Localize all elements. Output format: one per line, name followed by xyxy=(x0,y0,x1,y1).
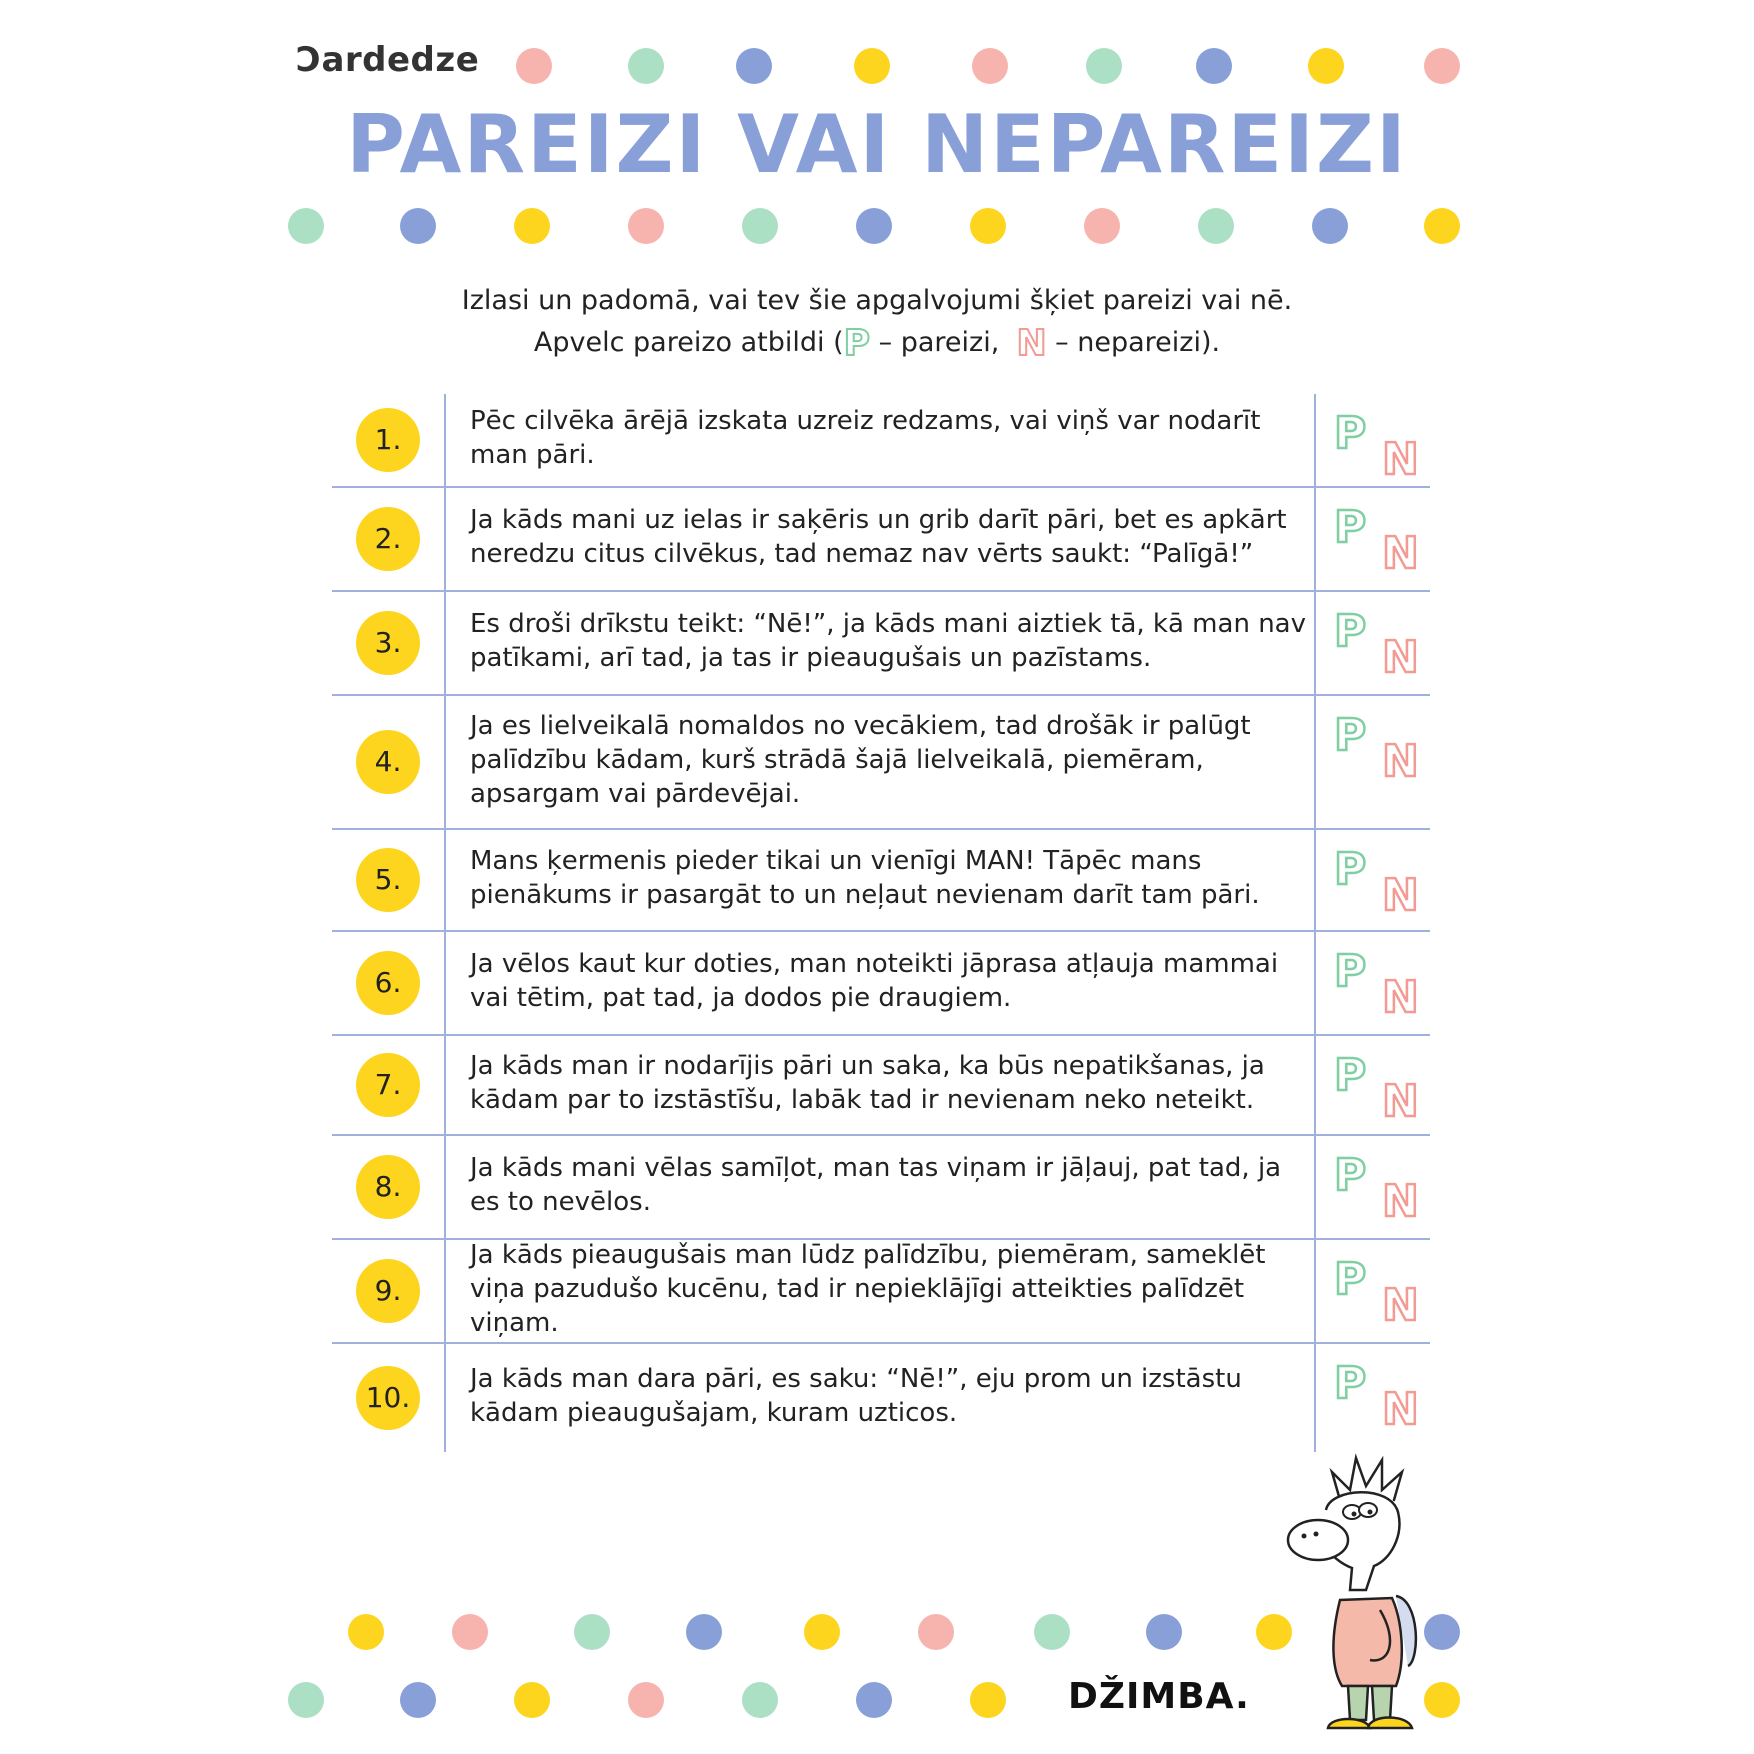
statement-text-cell xyxy=(444,1344,1314,1452)
statement-number-badge: 4. xyxy=(356,730,420,794)
statement-number-badge: 3. xyxy=(356,611,420,675)
n-letter-legend: N xyxy=(1016,323,1047,364)
statement-row xyxy=(332,394,1430,488)
statement-number-badge: 9. xyxy=(356,1259,420,1323)
instructions-prefix: Apvelc pareizo atbildi ( xyxy=(533,327,844,358)
statement-text: Ja kāds man dara pāri, es saku: “Nē!”, eju prom un izstāstu kādam pieaugušajam, kuram uzticos. xyxy=(470,1364,1242,1428)
statement-number-badge: 2. xyxy=(356,507,420,571)
decor-dot xyxy=(1084,208,1120,244)
decor-dot xyxy=(514,208,550,244)
statement-text-cell xyxy=(444,696,1314,828)
statement-row xyxy=(332,932,1430,1036)
answer-cell xyxy=(1314,1240,1430,1342)
answer-p-option[interactable]: P xyxy=(1334,1050,1367,1101)
answer-n-option[interactable]: N xyxy=(1382,1384,1419,1435)
answer-n-option[interactable]: N xyxy=(1382,632,1419,683)
answer-cell xyxy=(1314,696,1430,828)
statement-row xyxy=(332,696,1430,830)
answer-p-option[interactable]: P xyxy=(1334,1254,1367,1305)
decor-dot xyxy=(348,1614,384,1650)
statement-number-cell xyxy=(332,830,446,930)
answer-n-option[interactable]: N xyxy=(1382,972,1419,1023)
answer-n-option[interactable]: N xyxy=(1382,434,1419,485)
answer-n-option[interactable]: N xyxy=(1382,1176,1419,1227)
statement-number-badge: 5. xyxy=(356,848,420,912)
statement-row xyxy=(332,1240,1430,1344)
answer-cell xyxy=(1314,932,1430,1034)
decor-dot xyxy=(400,208,436,244)
answer-cell xyxy=(1314,592,1430,694)
decor-dot xyxy=(1312,208,1348,244)
statement-number-cell xyxy=(332,394,446,486)
statement-number-cell xyxy=(332,592,446,694)
statement-text-cell xyxy=(444,1240,1314,1342)
brand-logo: DŽIMBA. xyxy=(1068,1676,1250,1717)
decor-dot xyxy=(742,208,778,244)
decor-dot xyxy=(516,48,552,84)
decor-dot xyxy=(970,208,1006,244)
decor-dot xyxy=(628,1682,664,1718)
statement-text: Es droši drīkstu teikt: “Nē!”, ja kāds mani aiztiek tā, kā man nav patīkami, arī tad, ja tas ir pieaugušais un pazīstams. xyxy=(470,609,1306,673)
decor-dot xyxy=(1198,208,1234,244)
decor-dot xyxy=(1146,1614,1182,1650)
answer-p-option[interactable]: P xyxy=(1334,844,1367,895)
decor-dot xyxy=(972,48,1008,84)
statement-text-cell xyxy=(444,592,1314,694)
statement-text: Pēc cilvēka ārējā izskata uzreiz redzams, vai viņš var nodarīt man pāri. xyxy=(470,406,1261,470)
decor-dot xyxy=(628,208,664,244)
statement-text-cell xyxy=(444,394,1314,486)
decor-dot xyxy=(918,1614,954,1650)
statement-text: Ja vēlos kaut kur doties, man noteikti jāprasa atļauja mammai vai tētim, pat tad, ja dodos pie draugiem. xyxy=(470,949,1279,1013)
decor-dot xyxy=(452,1614,488,1650)
decor-dot xyxy=(574,1614,610,1650)
statement-number-cell xyxy=(332,1240,446,1342)
answer-cell xyxy=(1314,830,1430,930)
statement-row xyxy=(332,592,1430,696)
statement-text: Ja kāds mani uz ielas ir saķēris un grib darīt pāri, bet es apkārt neredzu citus cilvēkus, tad nemaz nav vērts saukt: “Palīgā!” xyxy=(470,505,1287,569)
statement-text: Ja kāds pieaugušais man lūdz palīdzību, piemēram, sameklēt viņa pazudušo kucēnu, tad ir nepieklājīgi atteikties palīdzēt viņam. xyxy=(470,1240,1266,1338)
answer-p-option[interactable]: P xyxy=(1334,606,1367,657)
answer-cell xyxy=(1314,488,1430,590)
decor-dot xyxy=(1196,48,1232,84)
decor-dot xyxy=(856,1682,892,1718)
statement-number-badge: 7. xyxy=(356,1053,420,1117)
decor-dot xyxy=(742,1682,778,1718)
decor-dot xyxy=(686,1614,722,1650)
answer-p-option[interactable]: P xyxy=(1334,946,1367,997)
statement-number-cell xyxy=(332,696,446,828)
decor-dot xyxy=(736,48,772,84)
statement-text-cell xyxy=(444,1036,1314,1134)
statement-row xyxy=(332,1344,1430,1452)
statement-number-cell xyxy=(332,1036,446,1134)
decor-dot xyxy=(1086,48,1122,84)
statement-number-badge: 6. xyxy=(356,951,420,1015)
decor-dot xyxy=(288,1682,324,1718)
answer-p-option[interactable]: P xyxy=(1334,502,1367,553)
answer-p-option[interactable]: P xyxy=(1334,1150,1367,1201)
statement-row xyxy=(332,488,1430,592)
statement-number-badge: 10. xyxy=(356,1366,420,1430)
statement-number-badge: 1. xyxy=(356,408,420,472)
decor-dot xyxy=(400,1682,436,1718)
decor-dot xyxy=(856,208,892,244)
answer-p-option[interactable]: P xyxy=(1334,710,1367,761)
answer-cell xyxy=(1314,1036,1430,1134)
statement-text: Ja es lielveikalā nomaldos no vecākiem, tad drošāk ir palūgt palīdzību kādam, kurš strādā šajā lielveikalā, piemēram, apsargam vai pārdevējai. xyxy=(470,711,1251,809)
page-title: PAREIZI VAI NEPAREIZI xyxy=(346,98,1408,191)
p-letter-legend: P xyxy=(843,323,871,364)
answer-cell xyxy=(1314,1136,1430,1238)
statement-text: Mans ķermenis pieder tikai un vienīgi MAN! Tāpēc mans pienākums ir pasargāt to un neļaut nevienam darīt tam pāri. xyxy=(470,846,1260,910)
decor-dot xyxy=(1424,208,1460,244)
answer-p-option[interactable]: P xyxy=(1334,1358,1367,1409)
statement-text-cell xyxy=(444,932,1314,1034)
instructions xyxy=(0,280,1754,365)
statement-number-cell xyxy=(332,488,446,590)
n-meaning: – nepareizi). xyxy=(1046,327,1221,358)
statement-number-cell xyxy=(332,1344,446,1452)
decor-dot xyxy=(1034,1614,1070,1650)
statement-row xyxy=(332,830,1430,932)
answer-n-option[interactable]: N xyxy=(1382,528,1419,579)
statement-text-cell xyxy=(444,488,1314,590)
instructions-line-2 xyxy=(0,322,1754,365)
answer-p-option[interactable]: P xyxy=(1334,408,1367,459)
answer-n-option[interactable]: N xyxy=(1382,736,1419,787)
character-illustration xyxy=(1270,1450,1450,1740)
statement-row xyxy=(332,1036,1430,1136)
p-meaning: – pareizi, xyxy=(870,327,1008,358)
statement-text: Ja kāds man ir nodarījis pāri un saka, ka būs nepatikšanas, ja kādam par to izstāstīšu, labāk tad ir nevienam neko neteikt. xyxy=(470,1051,1265,1115)
answer-n-option[interactable]: N xyxy=(1382,1280,1419,1331)
answer-n-option[interactable]: N xyxy=(1382,870,1419,921)
publisher-logo: Ɔardedze xyxy=(296,40,480,80)
instructions-line-1: Izlasi un padomā, vai tev šie apgalvojumi šķiet pareizi vai nē. xyxy=(461,285,1293,316)
decor-dot xyxy=(970,1682,1006,1718)
decor-dot xyxy=(804,1614,840,1650)
statement-row xyxy=(332,1136,1430,1240)
statement-text-cell xyxy=(444,830,1314,930)
answer-n-option[interactable]: N xyxy=(1382,1076,1419,1127)
answer-cell xyxy=(1314,1344,1430,1452)
statement-text: Ja kāds mani vēlas samīļot, man tas viņam ir jāļauj, pat tad, ja es to nevēlos. xyxy=(470,1153,1282,1217)
answer-cell xyxy=(1314,394,1430,486)
statement-text-cell xyxy=(444,1136,1314,1238)
statement-number-cell xyxy=(332,1136,446,1238)
decor-dot xyxy=(1308,48,1344,84)
decor-dot xyxy=(514,1682,550,1718)
statement-number-badge: 8. xyxy=(356,1155,420,1219)
decor-dot xyxy=(1424,48,1460,84)
decor-dot xyxy=(288,208,324,244)
decor-dot xyxy=(854,48,890,84)
statements-table xyxy=(332,394,1430,1452)
statement-number-cell xyxy=(332,932,446,1034)
decor-dot xyxy=(628,48,664,84)
